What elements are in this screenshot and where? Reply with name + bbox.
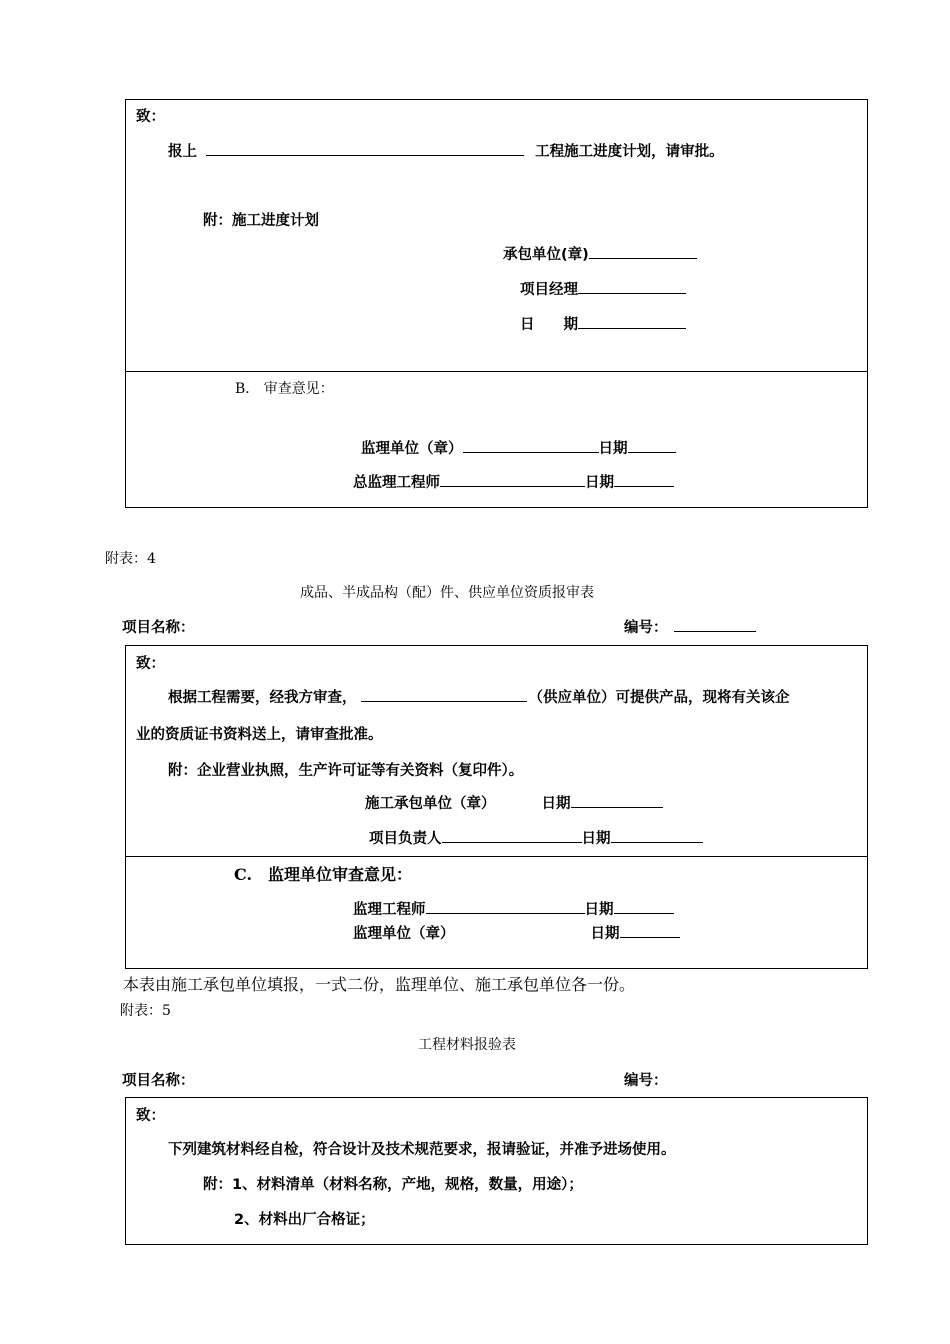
- form4-engineer-row: [353, 898, 674, 919]
- form3-date-label: 日 期: [520, 317, 578, 333]
- form5-label: 附表：5: [120, 1003, 171, 1019]
- form4-supervisor-date-label: 日期: [590, 926, 620, 942]
- form4-number-label: 编号：: [624, 620, 668, 636]
- form4-to: 致：: [136, 656, 165, 672]
- form4-body-suffix: （供应单位）可提供产品，现将有关该企: [528, 690, 790, 706]
- form3-date-blank[interactable]: [578, 313, 686, 329]
- form4-body-line1: [168, 686, 790, 707]
- form4-supervisor-label: 监理单位（章）: [353, 926, 455, 942]
- form4-attachment: 附：企业营业执照，生产许可证等有关资料（复印件）。: [168, 763, 524, 779]
- form3-report-suffix: 工程施工进度计划，请审批。: [535, 144, 724, 160]
- form4-supervisor-date-blank[interactable]: [620, 922, 680, 938]
- form4-contractor-label: 施工承包单位（章）: [365, 796, 496, 812]
- form3-review-title: B. 审查意见：: [235, 381, 334, 397]
- form3-supervisor-row: [361, 437, 676, 458]
- form5-body: 下列建筑材料经自检，符合设计及技术规范要求，报请验证，并准予进场使用。: [168, 1142, 676, 1158]
- form5-number: 编号：: [624, 1073, 668, 1089]
- form3-supervisor-label: 监理单位（章）: [361, 441, 463, 457]
- form3-manager-blank[interactable]: [578, 278, 686, 294]
- form5-attachment1: 附：1、材料清单（材料名称，产地，规格，数量，用途）；: [203, 1177, 583, 1193]
- form3-attachment: 附：施工进度计划: [203, 213, 319, 229]
- form4-supplier-blank[interactable]: [361, 686, 527, 702]
- form4-person-date-blank[interactable]: [611, 827, 703, 843]
- form5-to: 致：: [136, 1108, 165, 1124]
- form3-date-row: [520, 313, 686, 334]
- form4-person-blank[interactable]: [442, 827, 582, 843]
- form5-attachment2: 2、材料出厂合格证；: [234, 1212, 375, 1228]
- form3-to: 致：: [136, 109, 165, 125]
- form3-supervisor-date-blank[interactable]: [628, 437, 676, 453]
- form3-supervisor-blank[interactable]: [463, 437, 599, 453]
- form4-person-date-label: 日期: [581, 831, 611, 847]
- form3-chief-row: [353, 471, 674, 492]
- form3-contractor-row: [503, 243, 697, 264]
- form3-divider: [125, 371, 868, 372]
- form4-person-row: [369, 827, 703, 848]
- form3-chief-date-label: 日期: [585, 475, 614, 491]
- form4-supervisor-row: [353, 922, 680, 943]
- form4-divider: [125, 856, 868, 857]
- form4-contractor-date-blank[interactable]: [571, 792, 663, 808]
- form3-chief-label: 总监理工程师: [353, 475, 440, 491]
- form3-contractor-label: 承包单位(章): [503, 247, 589, 263]
- form4-engineer-date-label: 日期: [584, 902, 614, 918]
- form3-chief-blank[interactable]: [440, 471, 585, 487]
- form3-manager-row: [520, 278, 686, 299]
- form4-review-title-text: C. 监理单位审查意见：: [234, 865, 413, 884]
- form4-body-line2: 业的资质证书资料送上，请审查批准。: [136, 727, 383, 743]
- form3-report-prefix: 报上: [168, 144, 197, 160]
- form3-project-blank[interactable]: [206, 140, 524, 156]
- form3-contractor-blank[interactable]: [589, 243, 697, 259]
- form4-title: 成品、半成品构（配）件、供应单位资质报审表: [300, 585, 594, 601]
- form4-body-prefix: 根据工程需要，经我方审查，: [168, 690, 357, 706]
- form5-project-name: 项目名称：: [122, 1073, 195, 1089]
- form4-review-title: [234, 862, 412, 885]
- form3-report-line: [168, 140, 724, 161]
- form4-label: 附表：4: [105, 551, 156, 567]
- form3-supervisor-date-label: 日期: [598, 441, 628, 457]
- form4-project-name: 项目名称：: [122, 620, 195, 636]
- form3-manager-label: 项目经理: [520, 282, 578, 298]
- form4-note: 本表由施工承包单位填报，一式二份，监理单位、施工承包单位各一份。: [123, 975, 636, 994]
- form5-title: 工程材料报验表: [418, 1037, 516, 1053]
- form4-person-label: 项目负责人: [369, 831, 442, 847]
- form4-engineer-blank[interactable]: [426, 898, 585, 914]
- form4-number-row: [624, 616, 756, 637]
- form4-engineer-date-blank[interactable]: [614, 898, 674, 914]
- form4-contractor-row: [365, 792, 663, 813]
- form4-engineer-label: 监理工程师: [353, 902, 426, 918]
- form3-chief-date-blank[interactable]: [614, 471, 674, 487]
- form4-number-blank[interactable]: [674, 616, 756, 632]
- form4-contractor-date-label: 日期: [541, 796, 571, 812]
